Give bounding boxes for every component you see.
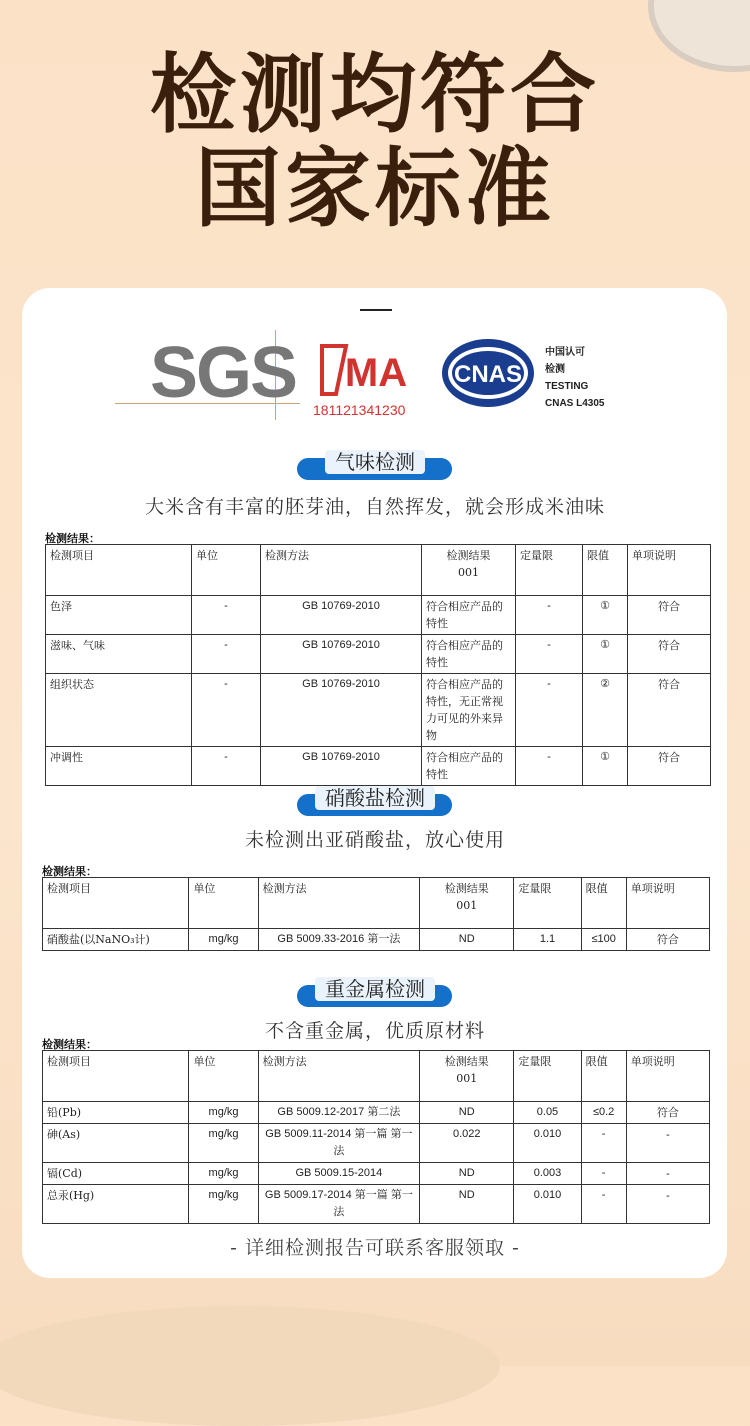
table-row	[43, 929, 710, 951]
table-cell-item: 硝酸盐(以NaNO₃计)	[43, 929, 189, 951]
column-header-conclusion: 单项说明	[626, 878, 709, 929]
section-title-nitrate	[0, 782, 750, 811]
table-cell-unit: mg/kg	[189, 1124, 258, 1163]
table-cell-method: GB 5009.15-2014	[258, 1163, 419, 1185]
section-title-text: 硝酸盐检测	[315, 786, 435, 810]
table-cell-unit: -	[192, 747, 261, 786]
table-row	[46, 635, 711, 674]
table-cell-method: GB 5009.11-2014 第一篇 第一法	[258, 1124, 419, 1163]
table-row	[46, 747, 711, 786]
table-row	[43, 1102, 710, 1124]
certification-logos	[115, 330, 635, 420]
table-header-row	[46, 545, 711, 596]
section-title-text: 重金属检测	[315, 977, 435, 1001]
column-header-conclusion: 单项说明	[626, 1051, 709, 1102]
table-cell-loq: 0.05	[514, 1102, 581, 1124]
cma-number: 181121341230	[313, 402, 406, 418]
column-header-loq: 定量限	[516, 545, 583, 596]
table-cell-result: ND	[420, 1185, 514, 1224]
column-header-item: 检测项目	[46, 545, 192, 596]
table-cell-method: GB 10769-2010	[261, 596, 422, 635]
table-cell-item: 色泽	[46, 596, 192, 635]
section-title-text: 气味检测	[325, 450, 425, 474]
table-cell-loq: 1.1	[514, 929, 581, 951]
section-title-heavy-metal	[0, 973, 750, 1002]
sgs-logo: SGS	[150, 333, 297, 413]
cnas-logo	[440, 336, 536, 410]
column-header-method: 检测方法	[258, 1051, 419, 1102]
table-cell-loq: 0.010	[514, 1185, 581, 1224]
column-header-unit: 单位	[189, 1051, 258, 1102]
table-cell-unit: -	[192, 635, 261, 674]
column-header-conclusion: 单项说明	[628, 545, 711, 596]
table-row	[46, 674, 711, 747]
column-header-result: 检测结果 001	[422, 545, 516, 596]
table-cell-limit: -	[581, 1124, 626, 1163]
report-footer-note: - 详细检测报告可联系客服领取 -	[230, 1237, 520, 1259]
column-header-unit: 单位	[189, 878, 258, 929]
cnas-mark-text: CNAS	[453, 361, 523, 388]
table-cell-result: ND	[420, 1163, 514, 1185]
bottom-decoration	[0, 1306, 500, 1426]
table-cell-conclusion: 符合	[628, 596, 711, 635]
table-cell-result: 符合相应产品的特性，无正常视力可见的外来异物	[422, 674, 516, 747]
table-header-row	[43, 878, 710, 929]
cnas-caption-line: CNAS L4305	[545, 398, 605, 409]
table-cell-loq: -	[516, 596, 583, 635]
table-cell-method: GB 10769-2010	[261, 747, 422, 786]
table-cell-item: 铅(Pb)	[43, 1102, 189, 1124]
table-cell-result: 0.022	[420, 1124, 514, 1163]
table-cell-unit: mg/kg	[189, 929, 258, 951]
table-cell-item: 总汞(Hg)	[43, 1185, 189, 1224]
table-cell-result: ND	[420, 929, 514, 951]
table-cell-limit: -	[581, 1185, 626, 1224]
column-header-method: 检测方法	[261, 545, 422, 596]
cnas-caption-line: 检测	[545, 364, 565, 375]
table-cell-loq: -	[516, 674, 583, 747]
table-cell-result: 符合相应产品的特性	[422, 596, 516, 635]
result-label: 检测结果：	[45, 532, 100, 545]
cnas-caption-line: 中国认可	[545, 347, 585, 358]
heavy-metal-result-table	[42, 1050, 710, 1224]
table-header-row	[43, 1051, 710, 1102]
table-cell-unit: -	[192, 674, 261, 747]
table-cell-loq: 0.010	[514, 1124, 581, 1163]
section-subtitle-odor: 大米含有丰富的胚芽油，自然挥发，就会形成米油味	[144, 496, 605, 518]
result-label: 检测结果：	[42, 865, 97, 878]
table-cell-unit: mg/kg	[189, 1102, 258, 1124]
cnas-caption-line: TESTING	[545, 381, 589, 392]
table-cell-unit: -	[192, 596, 261, 635]
table-cell-limit: ①	[583, 747, 628, 786]
headline	[0, 45, 750, 239]
result-label: 检测结果：	[42, 1038, 97, 1051]
divider-dash	[360, 309, 392, 311]
table-cell-conclusion: 符合	[628, 747, 711, 786]
table-cell-limit: ②	[583, 674, 628, 747]
table-cell-item: 滋味、气味	[46, 635, 192, 674]
table-cell-unit: mg/kg	[189, 1163, 258, 1185]
cma-logo	[318, 340, 422, 400]
table-cell-conclusion: 符合	[626, 929, 709, 951]
table-cell-item: 冲调性	[46, 747, 192, 786]
column-header-limit: 限值	[583, 545, 628, 596]
column-header-limit: 限值	[581, 1051, 626, 1102]
cnas-caption	[545, 344, 604, 412]
section-title-odor	[0, 446, 750, 475]
table-cell-limit: ①	[583, 596, 628, 635]
table-cell-method: GB 5009.17-2014 第一篇 第一法	[258, 1185, 419, 1224]
cma-mark-text: MA	[344, 351, 408, 395]
table-cell-conclusion: -	[626, 1124, 709, 1163]
table-cell-conclusion: 符合	[626, 1102, 709, 1124]
table-cell-conclusion: 符合	[628, 674, 711, 747]
column-header-unit: 单位	[192, 545, 261, 596]
table-cell-result: 符合相应产品的特性	[422, 635, 516, 674]
table-cell-item: 组织状态	[46, 674, 192, 747]
table-row	[43, 1163, 710, 1185]
column-header-method: 检测方法	[258, 878, 419, 929]
table-cell-result: ND	[420, 1102, 514, 1124]
table-cell-method: GB 10769-2010	[261, 674, 422, 747]
table-row	[43, 1124, 710, 1163]
column-header-loq: 定量限	[514, 1051, 581, 1102]
column-header-loq: 定量限	[514, 878, 581, 929]
table-row	[43, 1185, 710, 1224]
column-header-result: 检测结果 001	[420, 1051, 514, 1102]
column-header-result: 检测结果 001	[420, 878, 514, 929]
table-cell-unit: mg/kg	[189, 1185, 258, 1224]
table-cell-conclusion: 符合	[628, 635, 711, 674]
column-header-item: 检测项目	[43, 878, 189, 929]
table-cell-method: GB 5009.12-2017 第二法	[258, 1102, 419, 1124]
table-cell-loq: -	[516, 635, 583, 674]
column-header-item: 检测项目	[43, 1051, 189, 1102]
table-cell-method: GB 10769-2010	[261, 635, 422, 674]
section-subtitle-heavy-metal: 不含重金属，优质原材料	[264, 1020, 485, 1042]
table-cell-item: 砷(As)	[43, 1124, 189, 1163]
headline-line-2: 国家标准	[195, 139, 555, 239]
table-cell-limit: ≤100	[581, 929, 626, 951]
table-cell-loq: 0.003	[514, 1163, 581, 1185]
section-subtitle-nitrate: 未检测出亚硝酸盐，放心使用	[244, 829, 505, 851]
table-cell-item: 镉(Cd)	[43, 1163, 189, 1185]
table-cell-loq: -	[516, 747, 583, 786]
table-row	[46, 596, 711, 635]
odor-result-table	[45, 544, 711, 786]
table-cell-limit: -	[581, 1163, 626, 1185]
table-cell-conclusion: -	[626, 1163, 709, 1185]
table-cell-method: GB 5009.33-2016 第一法	[258, 929, 419, 951]
table-cell-result: 符合相应产品的特性	[422, 747, 516, 786]
nitrate-result-table	[42, 877, 710, 951]
table-cell-conclusion: -	[626, 1185, 709, 1224]
table-cell-limit: ①	[583, 635, 628, 674]
column-header-limit: 限值	[581, 878, 626, 929]
headline-line-1: 检测均符合	[150, 45, 600, 145]
table-cell-limit: ≤0.2	[581, 1102, 626, 1124]
